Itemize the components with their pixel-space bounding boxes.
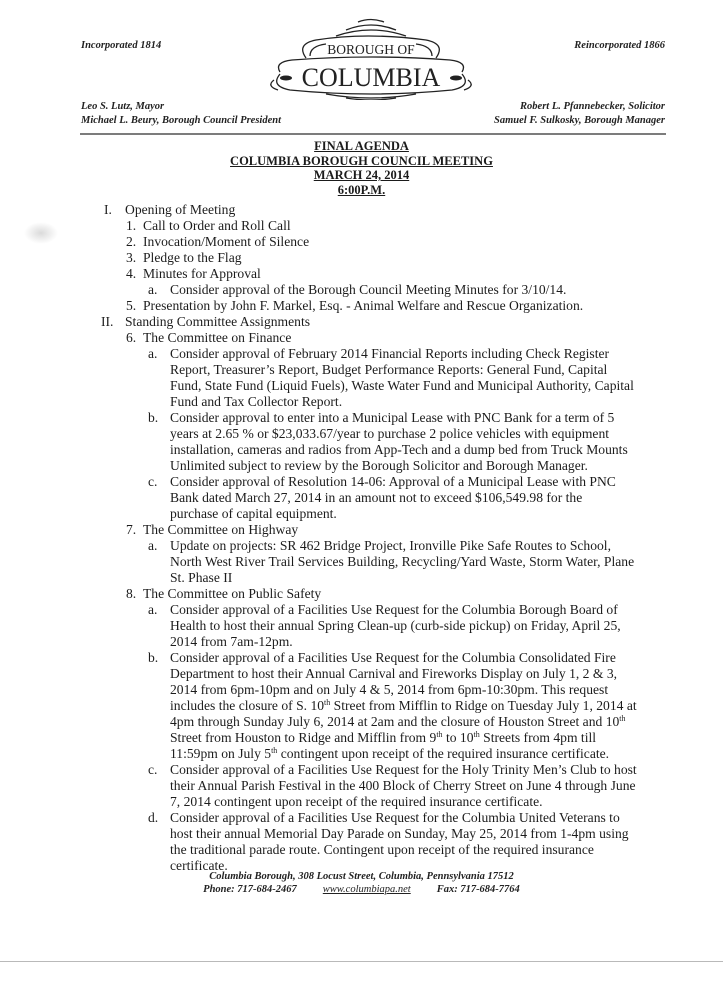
- section-numeral: I.: [104, 202, 112, 217]
- incorporated-note: Incorporated 1814: [81, 40, 162, 51]
- subitem-letter: a.: [148, 538, 158, 553]
- solicitor: Robert L. Pfannebecker, Solicitor: [520, 101, 665, 112]
- borough-manager: Samuel F. Sulkosky, Borough Manager: [494, 115, 665, 126]
- council-president: Michael L. Beury, Borough Council President: [81, 115, 282, 126]
- item-label: Call to Order and Roll Call: [143, 218, 291, 233]
- subitem-text: Consider approval of February 2014 Financial Reports including Check Register: [170, 346, 610, 361]
- subitem-text: Consider approval of the Borough Council Meeting Minutes for 3/10/14.: [170, 282, 567, 297]
- title-meeting: COLUMBIA BOROUGH COUNCIL MEETING: [230, 153, 493, 168]
- subitem-text: Consider approval of a Facilities Use Request for the Columbia Consolidated Fire: [170, 650, 616, 665]
- mayor: Leo S. Lutz, Mayor: [81, 101, 165, 112]
- subitem-text: installation, cameras and radios from App-Tech and a dump bed from Truck Mounts: [170, 442, 628, 457]
- subitem-letter: d.: [148, 810, 159, 825]
- item-number: 1.: [126, 218, 137, 233]
- title-time: 6:00P.M.: [337, 182, 386, 197]
- reincorporated-note: Reincorporated 1866: [574, 40, 665, 51]
- section-numeral: II.: [101, 314, 114, 329]
- subitem-text: includes the closure of S. 10th Street from Mifflin to Ridge on Tuesday July 1, 2014 at: [170, 698, 637, 713]
- subitem-letter: a.: [148, 282, 158, 297]
- subitem-letter: c.: [148, 474, 158, 489]
- subitem-text: North West River Trail Services Building, Recycling/Yard Waste, Storm Water, Plane: [170, 554, 635, 569]
- subitem-text: Bank dated March 27, 2014 in an amount not to exceed $106,549.98 for the: [170, 490, 583, 505]
- item-label: Minutes for Approval: [143, 266, 261, 281]
- subitem-text: Health to host their annual Spring Clean-up (curb-side pickup) on Friday, April 25,: [170, 618, 621, 633]
- item-number: 6.: [126, 330, 137, 345]
- item-number: 7.: [126, 522, 137, 537]
- item-number: 8.: [126, 586, 137, 601]
- subitem-letter: a.: [148, 346, 158, 361]
- subitem-text: Report, Treasurer’s Report, Budget Performance Reports: General Fund, Capital: [170, 362, 608, 377]
- subitem-text: purchase of capital equipment.: [170, 506, 337, 521]
- item-label: The Committee on Finance: [143, 330, 292, 345]
- subitem-text: Department to host their Annual Carnival and Fireworks Display on July 1, 2 & 3,: [170, 666, 618, 681]
- logo-flourish-icon: [266, 14, 476, 100]
- subitem-text: 4pm through Sunday July 6, 2014 at 2am and the closure of Houston Street and 10th: [170, 714, 626, 729]
- subitem-text: 2014 from 7am-12pm.: [170, 634, 293, 649]
- subitem-text: Update on projects: SR 462 Bridge Project, Ironville Pike Safe Routes to School,: [170, 538, 611, 553]
- section-title: Standing Committee Assignments: [125, 314, 311, 329]
- subitem-letter: c.: [148, 762, 158, 777]
- subitem-letter: a.: [148, 602, 158, 617]
- title-date: MARCH 24, 2014: [313, 168, 410, 182]
- scan-smudge: [24, 222, 58, 244]
- item-label: Presentation by John F. Markel, Esq. - Animal Welfare and Rescue Organization.: [143, 298, 584, 313]
- letterhead-footer: [0, 870, 723, 896]
- subitem-text: their Annual Parish Festival in the 400 Block of Cherry Street on June 4 through June: [170, 778, 636, 793]
- item-label: Invocation/Moment of Silence: [143, 234, 310, 249]
- website-link[interactable]: www.columbiapa.net: [322, 884, 411, 895]
- subitem-text: Consider approval of a Facilities Use Request for the Holy Trinity Men’s Club to host: [170, 762, 637, 777]
- borough-logo: [266, 14, 476, 100]
- footer-fax: Fax: 717-684-7764: [436, 884, 520, 895]
- subitem-text: host their annual Memorial Day Parade on Sunday, May 25, 2014 from 1-4pm using: [170, 826, 629, 841]
- item-label: The Committee on Highway: [143, 522, 299, 537]
- subitem-letter: b.: [148, 410, 159, 425]
- page-edge-line: [0, 961, 723, 962]
- item-number: 2.: [126, 234, 137, 249]
- item-number: 3.: [126, 250, 137, 265]
- subitem-text: Street from Houston to Ridge and Mifflin from 9th to 10th Streets from 4pm till: [170, 730, 597, 745]
- subitem-text: Consider approval of Resolution 14-06: Approval of a Municipal Lease with PNC: [170, 474, 616, 489]
- svg-text:COLUMBIA: COLUMBIA: [301, 63, 441, 92]
- footer-phone: Phone: 717-684-2467: [203, 884, 297, 895]
- subitem-text: certificate.: [170, 858, 228, 873]
- subitem-text: St. Phase II: [170, 570, 233, 585]
- subitem-text: years at 2.65 % or $23,033.67/year to purchase 2 police vehicles with equipment: [170, 426, 610, 441]
- subitem-text: 11:59pm on July 5th contingent upon receipt of the required insurance certificate.: [170, 746, 610, 761]
- subitem-text: Consider approval to enter into a Municipal Lease with PNC Bank for a term of 5: [170, 410, 615, 425]
- subitem-letter: b.: [148, 650, 159, 665]
- item-number: 4.: [126, 266, 137, 281]
- footer-contact: [0, 883, 723, 896]
- subitem-text: 2014 from 6pm-10pm and on July 4 & 5, 2014 from 6pm-10:30pm. This request: [170, 682, 609, 697]
- officials-left: [81, 100, 281, 128]
- subitem-text: the traditional parade route. Contingent upon receipt of the required insurance: [170, 842, 594, 857]
- subitem-text: Consider approval of a Facilities Use Request for the Columbia United Veterans to: [170, 810, 620, 825]
- section-title: Opening of Meeting: [125, 202, 236, 217]
- svg-text:BOROUGH OF: BOROUGH OF: [327, 42, 415, 57]
- footer-address: Columbia Borough, 308 Locust Street, Columbia, Pennsylvania 17512: [209, 871, 514, 882]
- subitem-text: Fund, State Fund (Liquid Fuels), Waste Water Fund and Municipal Authority, Capital: [170, 378, 634, 393]
- agenda-title: [0, 139, 723, 197]
- header-divider: [80, 133, 666, 135]
- officials-right: [494, 100, 665, 128]
- item-label: Pledge to the Flag: [143, 250, 242, 265]
- subitem-text: 7, 2014 contingent upon receipt of the required insurance certificate.: [170, 794, 543, 809]
- item-number: 5.: [126, 298, 137, 313]
- subitem-text: Consider approval of a Facilities Use Request for the Columbia Borough Board of: [170, 602, 618, 617]
- subitem-text: Unlimited subject to review by the Borough Solicitor and Borough Manager.: [170, 458, 588, 473]
- item-label: The Committee on Public Safety: [143, 586, 322, 601]
- title-final-agenda: FINAL AGENDA: [314, 139, 409, 153]
- subitem-text: Fund and Tax Collector Report.: [170, 394, 343, 409]
